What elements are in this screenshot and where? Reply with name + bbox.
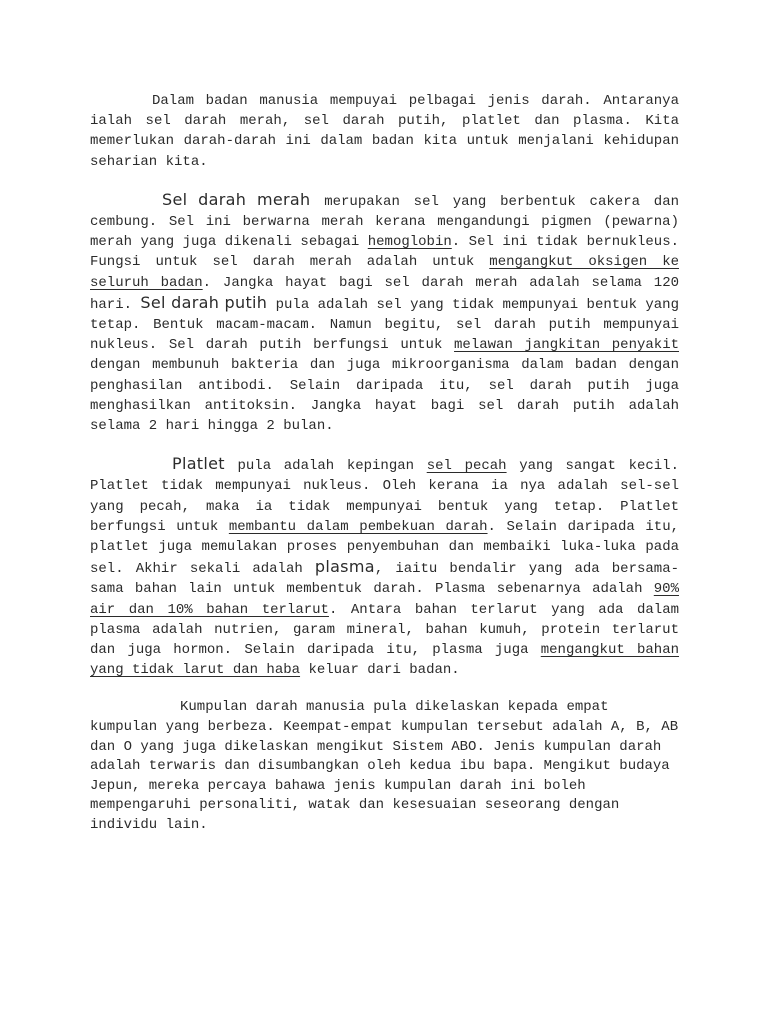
underline-hemoglobin: hemoglobin: [367, 234, 452, 251]
paragraph-2-text-3: . Jangka hayat bagi sel darah merah adalah selama 120 hari.: [90, 274, 679, 313]
paragraph-2-text-4: pula adalah sel yang tidak mempunyai bentuk yang tetap. Bentuk macam-macam. Namun begitu, sel darah putih mempunyai nukleus. Sel darah putih berfungsi untuk: [90, 296, 679, 354]
paragraph-3-text-1: pula adalah kepingan: [224, 458, 427, 475]
term-sel-darah-merah: Sel darah merah: [162, 189, 311, 209]
paragraph-3-text-2: yang sangat kecil. Platlet tidak mempunyai nukleus. Oleh kerana ia nya adalah sel-sel yang pecah, maka ia tidak mempunyai bentuk yang tetap. Platlet berfungsi untuk: [90, 458, 679, 535]
underline-haba: mengangkut bahan yang tidak larut dan haba: [90, 642, 680, 679]
paragraph-2-text-1: merupakan sel yang berbentuk cakera dan cembung. Sel ini berwarna merah kerana mengandungi pigmen (pewarna) merah yang juga dikenali sebagai: [90, 193, 679, 251]
paragraph-3-text-3: . Selain daripada itu, platlet juga memulakan proses penyembuhan dan membaiki luka-luka pada sel. Akhir sekali adalah: [90, 518, 679, 578]
underline-jangkitan: melawan jangkitan penyakit: [454, 337, 679, 354]
paragraph-4-text: Kumpulan darah manusia pula dikelaskan kepada empat kumpulan yang berbeza. Keempat-empat kumpulan tersebut adalah A, B, AB dan O yang juga dikelaskan mengikut Sistem ABO. Jenis kumpulan darah adalah terwaris dan disumbangkan oleh kedua ibu bapa. Mengikut budaya Jepun, mereka percaya bahawa jenis kumpulan darah ini boleh mempengaruhi personaliti, watak dan kesesuaian seseorang dengan individu lain.: [90, 699, 679, 834]
underline-sel-pecah: sel pecah: [426, 458, 507, 475]
paragraph-2: [90, 190, 679, 436]
paragraph-1-text: Dalam badan manusia mempuyai pelbagai jenis darah. Antaranya ialah sel darah merah, sel darah putih, platlet dan plasma. Kita memerlukan darah-darah ini dalam badan kita untuk menjalani kehidupan seharian kita.: [90, 93, 679, 170]
underline-air: 90% air dan 10% bahan terlarut: [90, 581, 679, 618]
underline-pembekuan: membantu dalam pembekuan darah: [228, 518, 488, 535]
term-platlet: Platlet: [172, 454, 225, 474]
term-sel-darah-putih: Sel darah putih: [140, 292, 268, 312]
paragraph-3-text-4: , iaitu bendalir yang ada bersama-sama bahan lain untuk membentuk darah. Plasma sebenarnya adalah: [90, 561, 679, 598]
document-body: [90, 91, 679, 836]
term-plasma: plasma: [314, 557, 375, 577]
paragraph-2-text-2: . Sel ini tidak bernukleus. Fungsi untuk sel darah merah adalah untuk: [90, 234, 679, 271]
underline-oksigen: mengangkut oksigen ke seluruh badan: [90, 254, 679, 291]
paragraph-3: [90, 454, 679, 680]
paragraph-3-text-5: . Antara bahan terlarut yang ada dalam plasma adalah nutrien, garam mineral, bahan kumuh, protein terlarut dan juga hormon. Selain daripada itu, plasma juga: [90, 601, 679, 659]
paragraph-3-text-6: keluar dari badan.: [300, 662, 460, 679]
paragraph-2-text-5: dengan membunuh bakteria dan juga mikroorganisma dalam badan dengan penghasilan antibodi. Selain daripada itu, sel darah putih juga menghasilkan antitoksin. Jangka hayat bagi sel darah putih adalah selama 2 hari hingga 2 bulan.: [90, 357, 679, 435]
paragraph-4: [90, 698, 679, 835]
paragraph-1: [90, 91, 679, 172]
